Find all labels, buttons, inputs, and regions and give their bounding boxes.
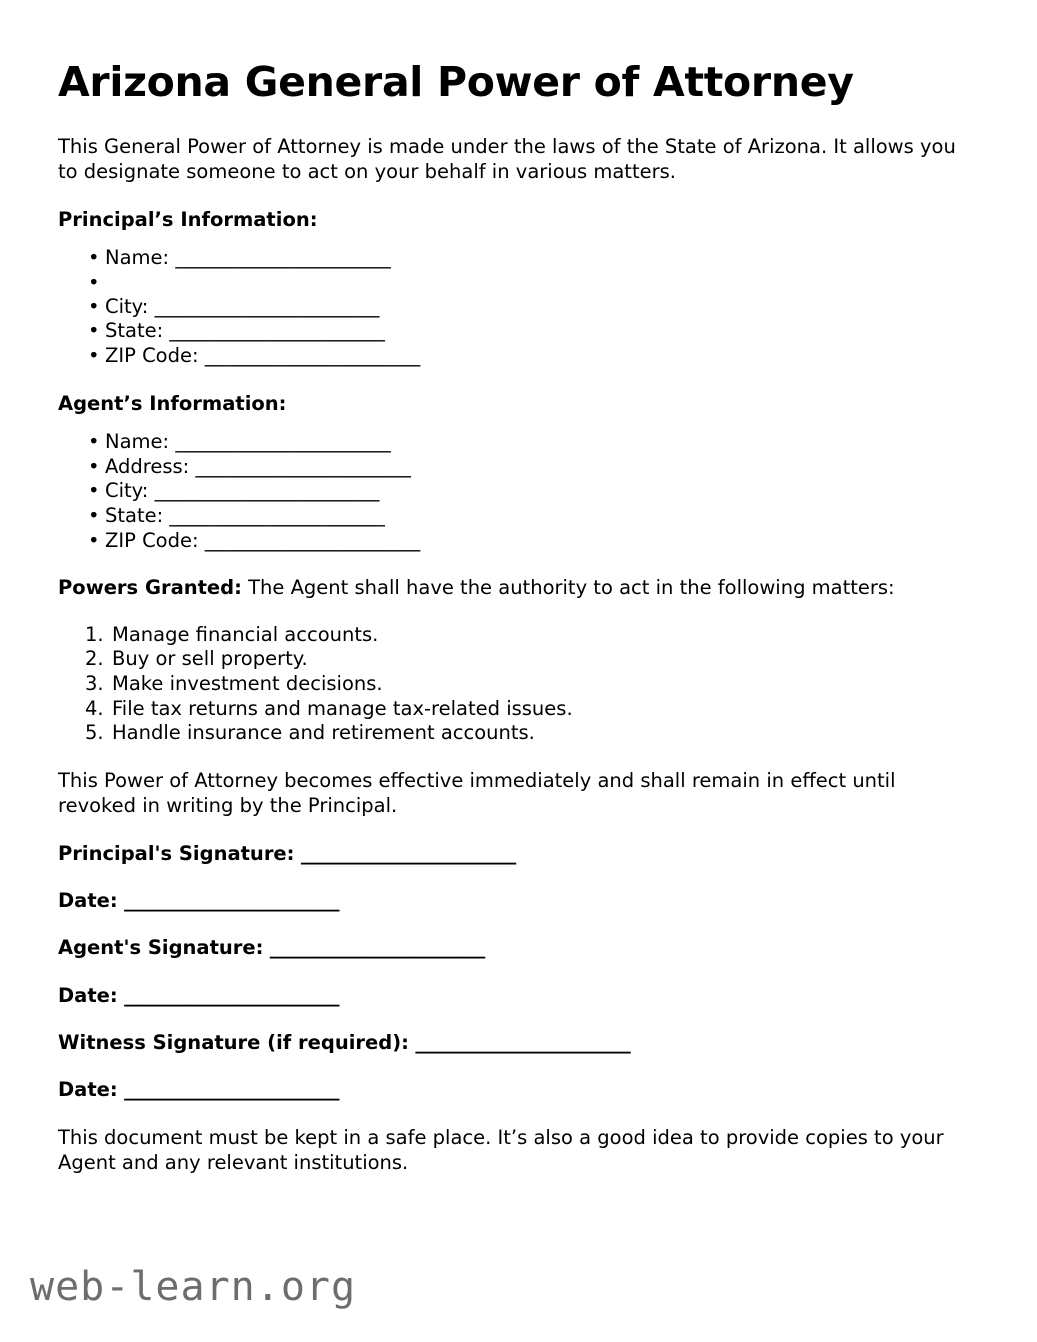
powers-granted-list	[58, 623, 958, 746]
field-label: Name:	[105, 245, 170, 269]
intro-paragraph: This General Power of Attorney is made under the laws of the State of Arizona. It allows you to designate someone to act on your behalf in various matters.	[58, 134, 956, 184]
document-content	[58, 60, 958, 1175]
list-item	[88, 455, 958, 480]
list-item	[88, 430, 958, 455]
field-blank[interactable]: _______________________	[204, 528, 420, 552]
field-label: ZIP Code:	[105, 343, 199, 367]
principal-information-heading: Principal’s Information:	[58, 207, 318, 231]
agent-information-heading: Agent’s Information:	[58, 391, 287, 415]
list-item: Handle insurance and retirement accounts.	[112, 721, 535, 745]
list-item	[88, 295, 958, 320]
field-label: State:	[105, 319, 164, 343]
field-blank[interactable]: ________________________	[154, 479, 379, 503]
agent-date-blank[interactable]: _______________________	[117, 983, 340, 1007]
field-label: ZIP Code:	[105, 528, 199, 552]
field-label: City:	[105, 479, 149, 503]
witness-signature-blank[interactable]: _______________________	[408, 1030, 631, 1054]
field-label: State:	[105, 503, 164, 527]
list-item: Buy or sell property.	[112, 647, 308, 671]
powers-granted-label: Powers Granted:	[58, 576, 242, 600]
field-label: City:	[105, 294, 149, 318]
field-blank[interactable]: _______________________	[204, 343, 420, 367]
agent-fields-list	[58, 430, 958, 553]
closing-paragraph: This document must be kept in a safe place. It’s also a good idea to provide copies to your Agent and any relevant institutions.	[58, 1125, 944, 1174]
witness-signature-label: Witness Signature (if required):	[58, 1030, 409, 1054]
principal-signature-label: Principal's Signature:	[58, 841, 295, 865]
principal-signature-blank[interactable]: _______________________	[294, 841, 516, 865]
list-item	[88, 504, 958, 529]
field-blank[interactable]: _______________________	[195, 454, 411, 478]
principal-date-blank[interactable]: _______________________	[117, 888, 340, 912]
agent-signature-blank[interactable]: _______________________	[263, 936, 485, 960]
powers-granted-intro: The Agent shall have the authority to act in the following matters:	[241, 576, 895, 600]
principal-fields-list	[58, 246, 958, 369]
effective-paragraph: This Power of Attorney becomes effective immediately and shall remain in effect until revoked in writing by the Principal.	[58, 768, 896, 818]
principal-signature-row	[58, 841, 958, 866]
list-item: File tax returns and manage tax-related issues.	[112, 696, 573, 720]
field-blank[interactable]: _______________________	[169, 319, 385, 343]
list-item	[88, 344, 958, 369]
page-title: Arizona General Power of Attorney	[58, 58, 854, 106]
agent-signature-label: Agent's Signature:	[58, 936, 264, 960]
list-item: Manage financial accounts.	[112, 622, 379, 646]
witness-signature-row	[58, 1030, 958, 1055]
field-blank[interactable]: ________________________	[154, 294, 379, 318]
agent-signature-row	[58, 935, 958, 960]
list-item	[88, 319, 958, 344]
list-item	[88, 246, 958, 271]
field-label: Name:	[105, 429, 170, 453]
list-item: Make investment decisions.	[112, 671, 383, 695]
list-item	[88, 529, 958, 554]
agent-date-label: Date:	[58, 983, 118, 1007]
field-blank[interactable]: _______________________	[169, 503, 385, 527]
field-blank[interactable]: _______________________	[175, 245, 391, 269]
powers-granted-paragraph	[58, 575, 958, 600]
field-blank[interactable]: _______________________	[175, 429, 391, 453]
field-label: Address:	[105, 454, 190, 478]
witness-date-label: Date:	[58, 1078, 118, 1102]
list-item	[88, 479, 958, 504]
site-watermark: web-learn.org	[30, 1264, 357, 1310]
list-item	[88, 271, 958, 295]
principal-date-label: Date:	[58, 888, 118, 912]
agent-date-row	[58, 983, 958, 1008]
principal-date-row	[58, 888, 958, 913]
witness-date-blank[interactable]: _______________________	[117, 1078, 340, 1102]
witness-date-row	[58, 1077, 958, 1102]
